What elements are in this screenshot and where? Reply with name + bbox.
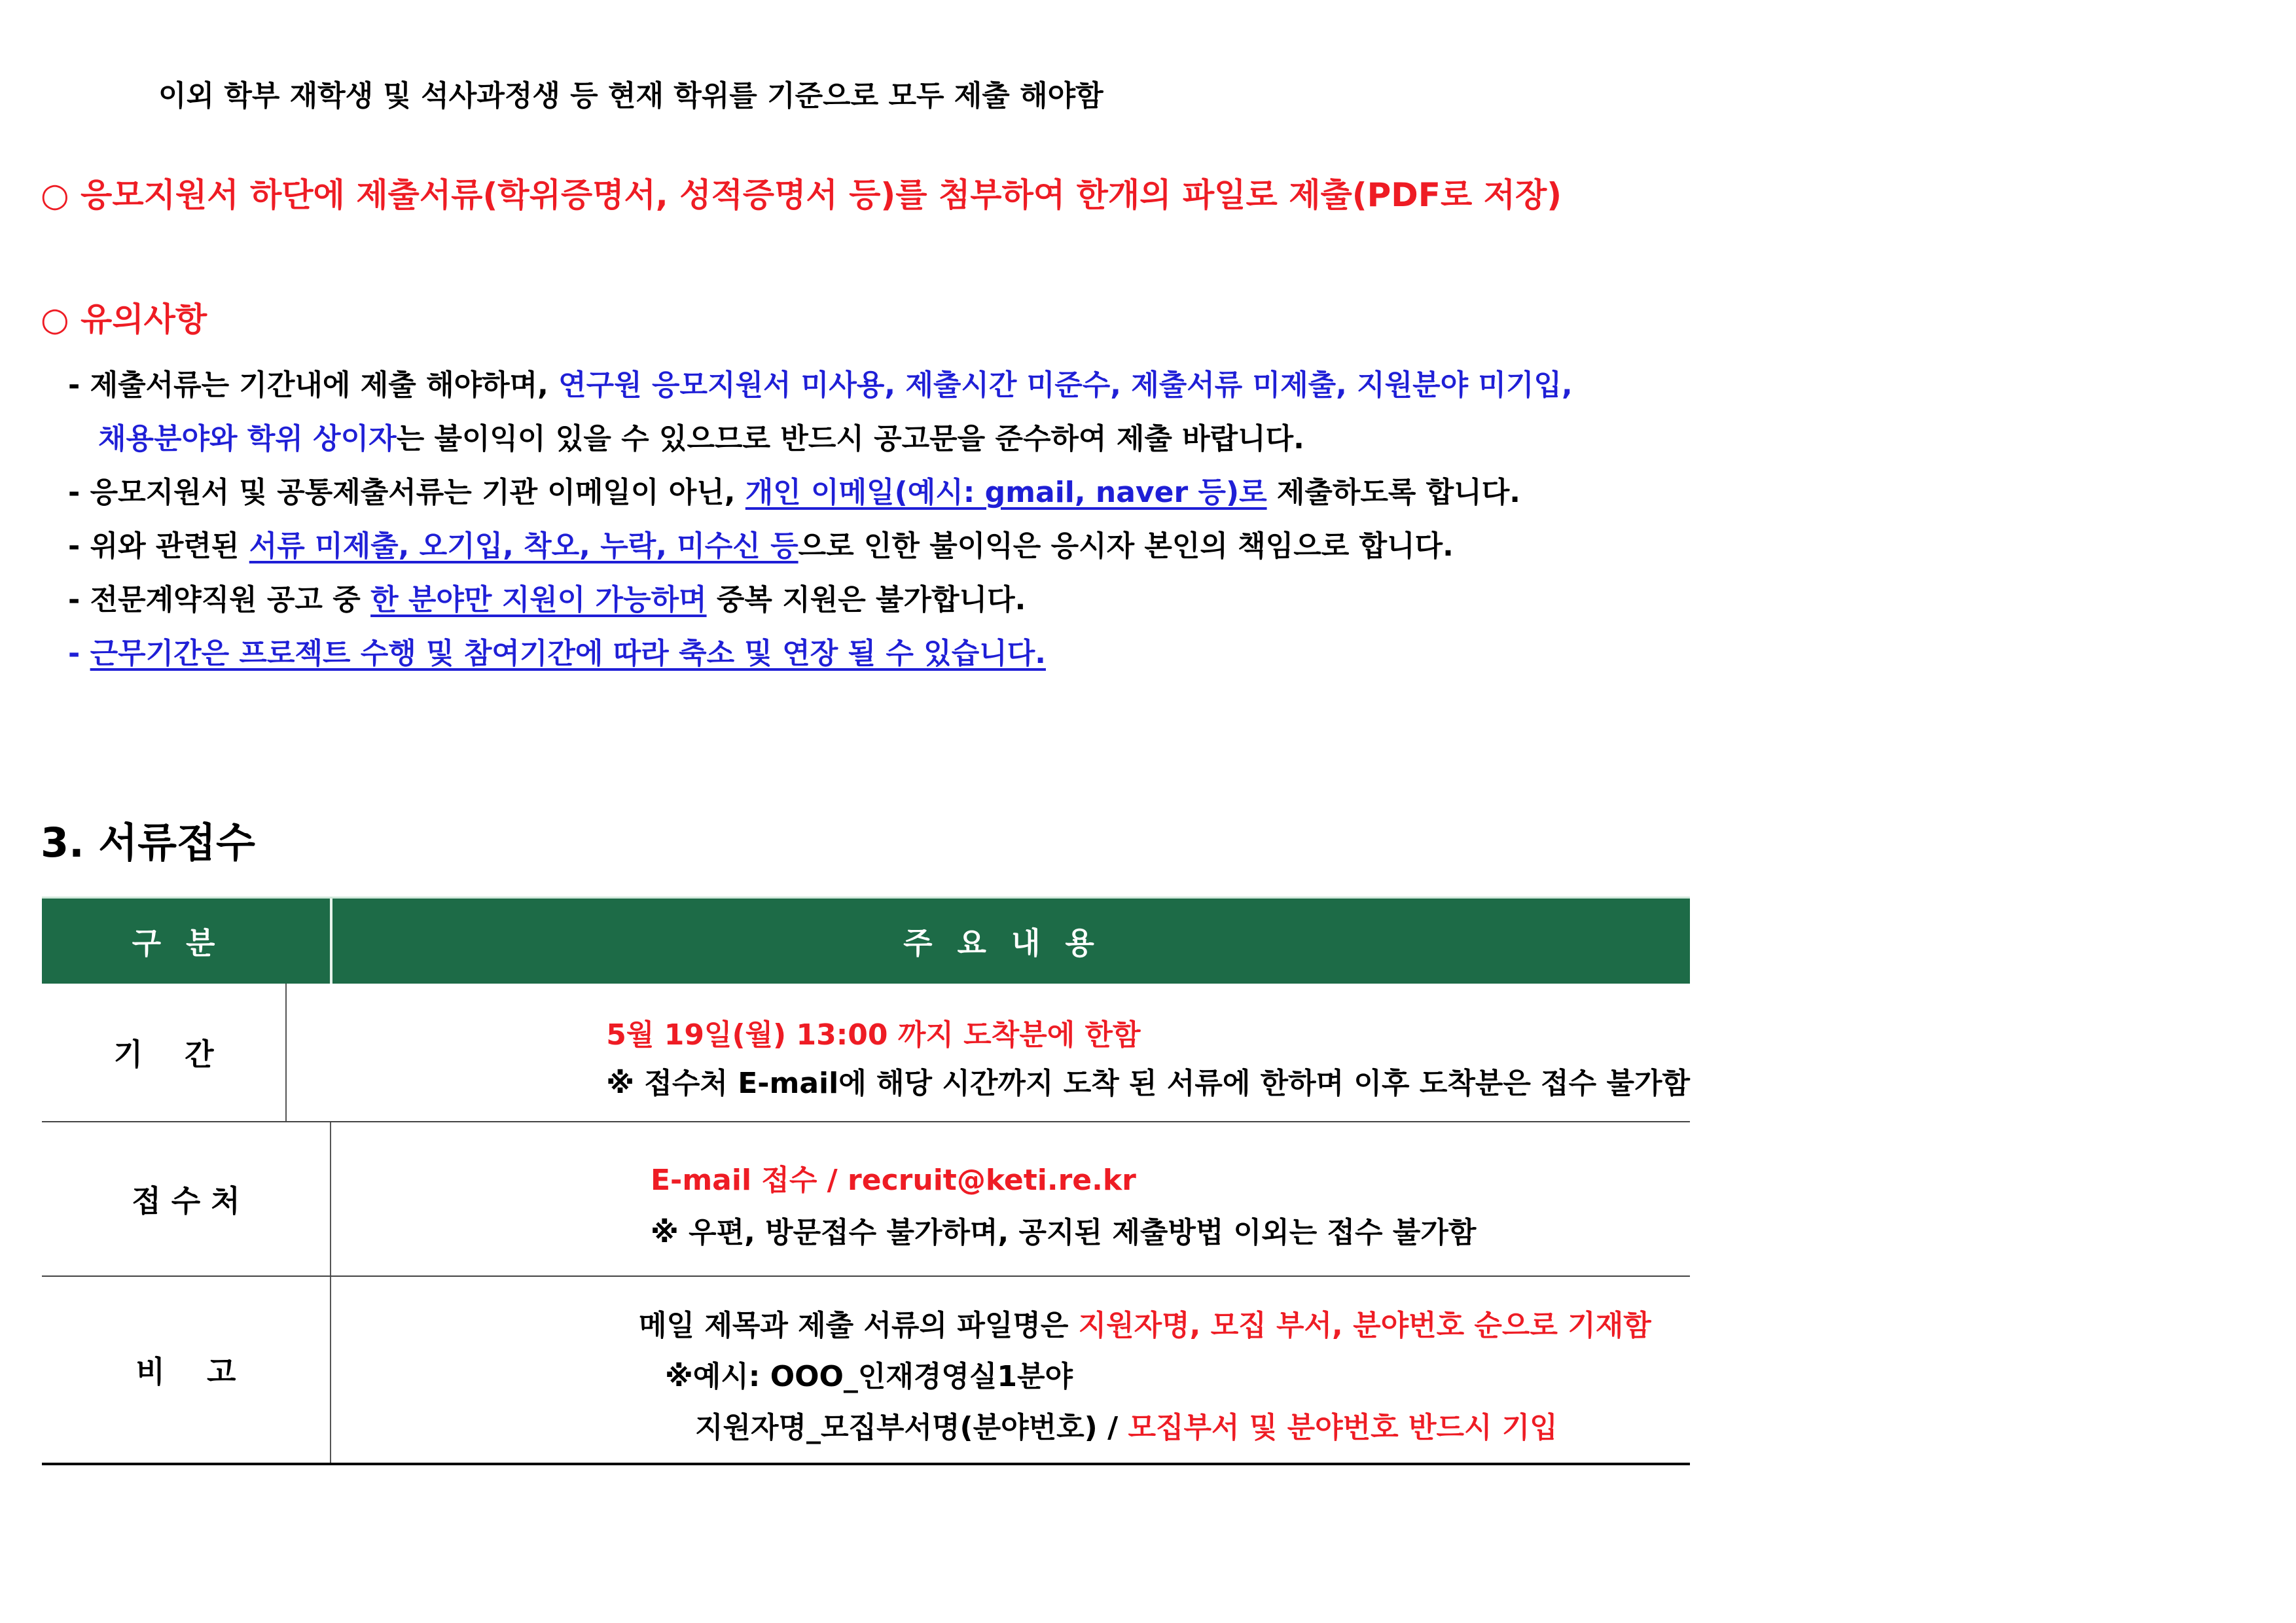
row-receiver-email: E-mail 접수 / recruit@keti.re.kr [651, 1164, 1136, 1197]
notice-item-1-cont [98, 415, 1304, 457]
row-period-content [287, 984, 1690, 1121]
notice-item-4-blue: 한 분야만 지원이 가능하며 [370, 583, 707, 616]
notice-item-4-prefix: - 전문계약직원 공고 중 [68, 583, 371, 616]
notice-item-3-prefix: - 위와 관련된 [68, 529, 249, 563]
row-period-deadline: 5월 19일(월) 13:00 까지 도착분에 한함 [606, 1018, 1141, 1052]
row-receiver-note: ※ 우편, 방문접수 불가하며, 공지된 제출방법 이외는 접수 불가함 [651, 1216, 1477, 1249]
notice-item-1-prefix: - 제출서류는 기간내에 제출 해야하며, [68, 368, 559, 402]
notice-item-3-blue: 서류 미제출, 오기입, 착오, 누락, 미수신 등 [249, 529, 798, 563]
attach-notice: ○ 응모지원서 하단에 제출서류(학위증명서, 성적증명서 등)를 첨부하여 한개의 파일로 제출(PDF로 저장) [41, 176, 1562, 214]
notice-item-4 [68, 576, 1026, 618]
row-remarks-line1-red: 지원자명, 모집 부서, 분야번호 순으로 기재함 [1078, 1309, 1651, 1342]
notice-item-3-suffix: 으로 인한 불이익은 응시자 본인의 책임으로 합니다. [798, 529, 1454, 563]
row-receiver-label: 접 수 처 [42, 1122, 331, 1275]
row-period-note: ※ 접수처 E-mail에 해당 시간까지 도착 된 서류에 한하며 이후 도착분은 접수 불가함 [606, 1067, 1690, 1100]
notice-item-1 [68, 361, 1573, 403]
submission-table [42, 897, 1690, 1465]
table-row-remarks [42, 1277, 1690, 1465]
notice-item-2-prefix: - 응모지원서 및 공통제출서류는 기관 이메일이 아닌, [68, 476, 745, 509]
header-content: 주요내용 [903, 925, 1119, 961]
section-title: 3. 서류접수 [41, 819, 255, 866]
notice-item-1-cont-rest: 는 불이익이 있을 수 있으므로 반드시 공고문을 준수하여 제출 바랍니다. [396, 422, 1304, 455]
row-remarks-line3-red: 모집부서 및 분야번호 반드시 기입 [1128, 1411, 1558, 1444]
row-remarks-example: ※예시: OOO_인재경영실1분야 [665, 1360, 1073, 1393]
row-remarks-line3 [639, 1404, 1690, 1446]
row-receiver-content [331, 1122, 1690, 1275]
notice-item-1-blue: 연구원 응모지원서 미사용, 제출시간 미준수, 제출서류 미제출, 지원분야 미기입, [558, 368, 1573, 402]
notice-item-2 [68, 469, 1520, 510]
notice-item-2-suffix: 제출하도록 합니다. [1266, 476, 1520, 509]
header-category: 구분 [42, 899, 332, 984]
notice-item-1-cont-blue: 채용분야와 학위 상이자 [98, 422, 397, 455]
notice-item-4-suffix: 중복 지원은 불가합니다. [706, 583, 1026, 616]
row-remarks-line1-black: 메일 제목과 제출 서류의 파일명은 [639, 1309, 1079, 1342]
notice-item-5-blue: 근무기간은 프로젝트 수행 및 참여기간에 따라 축소 및 연장 될 수 있습니다. [90, 637, 1046, 670]
row-remarks-line1 [639, 1302, 1690, 1344]
row-remarks-content [331, 1277, 1690, 1463]
row-period-label: 기 간 [42, 984, 287, 1121]
notice-heading: ○ 유의사항 [41, 300, 207, 338]
notice-item-5-dash: - [68, 637, 90, 670]
row-remarks-label: 비 고 [42, 1277, 331, 1463]
table-row-receiver [42, 1122, 1690, 1277]
notice-item-2-blue: 개인 이메일(예시: gmail, naver 등)로 [745, 476, 1267, 509]
table-row-period [42, 984, 1690, 1122]
notice-item-3 [68, 522, 1454, 564]
intro-line: 이외 학부 재학생 및 석사과정생 등 현재 학위를 기준으로 모두 제출 해야함 [158, 79, 1103, 113]
row-remarks-line3-black: 지원자명_모집부서명(분야번호) / [695, 1411, 1128, 1444]
table-header [42, 897, 1690, 984]
notice-item-5 [68, 630, 1046, 671]
